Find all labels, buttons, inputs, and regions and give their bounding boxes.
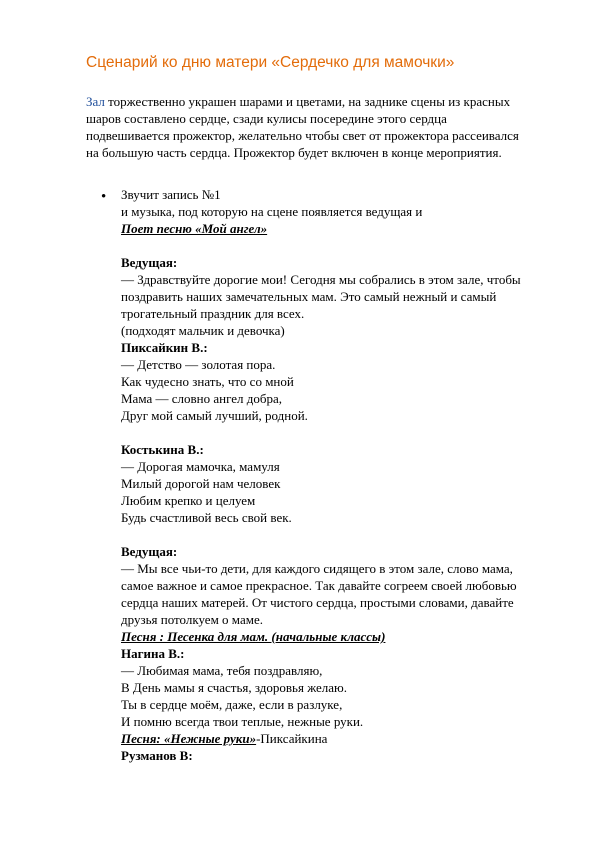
song-heading: Песня : Песенка для мам. (начальные классы) xyxy=(121,629,386,644)
speech-line: самое важное и самое прекрасное. Так давайте согреем своей любовью xyxy=(121,578,517,593)
stage-direction: и музыка, под которую на сцене появляется ведущая и xyxy=(121,204,423,219)
stage-direction: Звучит запись №1 xyxy=(121,187,221,202)
intro-first-word: Зал xyxy=(86,94,105,109)
speaker-name: Нагина В.: xyxy=(121,646,185,661)
intro-paragraph xyxy=(86,93,546,161)
intro-line: подвешивается прожектор, желательно чтобы свет от прожектора рассеивался xyxy=(86,128,519,143)
intro-line xyxy=(86,93,546,110)
list-bullet: • xyxy=(101,189,107,205)
poem-line: Любим крепко и целуем xyxy=(121,493,256,508)
spacer xyxy=(121,526,561,543)
speech-line: сердца наших матерей. От чистого сердца, простыми словами, давайте xyxy=(121,595,514,610)
speech-line: друзья потолкуем о маме. xyxy=(121,612,263,627)
speech-line: трогательный праздник для всех. xyxy=(121,306,305,321)
poem-line: — Дорогая мамочка, мамуля xyxy=(121,459,280,474)
stage-direction: (подходят мальчик и девочка) xyxy=(121,323,285,338)
speech-line: поздравить наших замечательных мам. Это самый нежный и самый xyxy=(121,289,497,304)
speaker-name: Ведущая: xyxy=(121,255,178,270)
speaker-name: Пиксайкин В.: xyxy=(121,340,208,355)
intro-line-rest: торжественно украшен шарами и цветами, на заднике сцены из красных xyxy=(104,94,511,109)
speaker-name: Рузманов В: xyxy=(121,748,193,763)
poem-line: Ты в сердце моём, даже, если в разлуке, xyxy=(121,697,343,712)
poem-line: Как чудесно знать, что со мной xyxy=(121,374,294,389)
speaker-name: Ведущая: xyxy=(121,544,178,559)
poem-line: В День мамы я счастья, здоровья желаю. xyxy=(121,680,347,695)
poem-line: Друг мой самый лучший, родной. xyxy=(121,408,308,423)
document-title: Сценарий ко дню матери «Сердечко для мамочки» xyxy=(86,54,455,71)
intro-line: шаров составлено сердце, сзади кулисы посередине этого сердца xyxy=(86,111,447,126)
speech-line: — Мы все чьи-то дети, для каждого сидящего в этом зале, слово мама, xyxy=(121,561,513,576)
poem-line: Милый дорогой нам человек xyxy=(121,476,281,491)
spacer xyxy=(121,424,561,441)
song-heading: Песня: «Нежные руки» xyxy=(121,731,257,746)
speaker-name: Костькина В.: xyxy=(121,442,204,457)
script-content xyxy=(121,186,561,764)
poem-line: И помню всегда твои теплые, нежные руки. xyxy=(121,714,364,729)
song-line xyxy=(121,730,561,747)
spacer xyxy=(121,237,561,254)
song-heading: Поет песню «Мой ангел» xyxy=(121,221,268,236)
speech-line: — Здравствуйте дорогие мои! Сегодня мы собрались в этом зале, чтобы xyxy=(121,272,521,287)
song-performer: -Пиксайкина xyxy=(256,731,328,746)
poem-line: Мама — словно ангел добра, xyxy=(121,391,282,406)
intro-line: на большую часть сердца. Прожектор будет включен в конце мероприятия. xyxy=(86,145,502,160)
poem-line: — Детство — золотая пора. xyxy=(121,357,276,372)
poem-line: Будь счастливой весь свой век. xyxy=(121,510,292,525)
poem-line: — Любимая мама, тебя поздравляю, xyxy=(121,663,323,678)
